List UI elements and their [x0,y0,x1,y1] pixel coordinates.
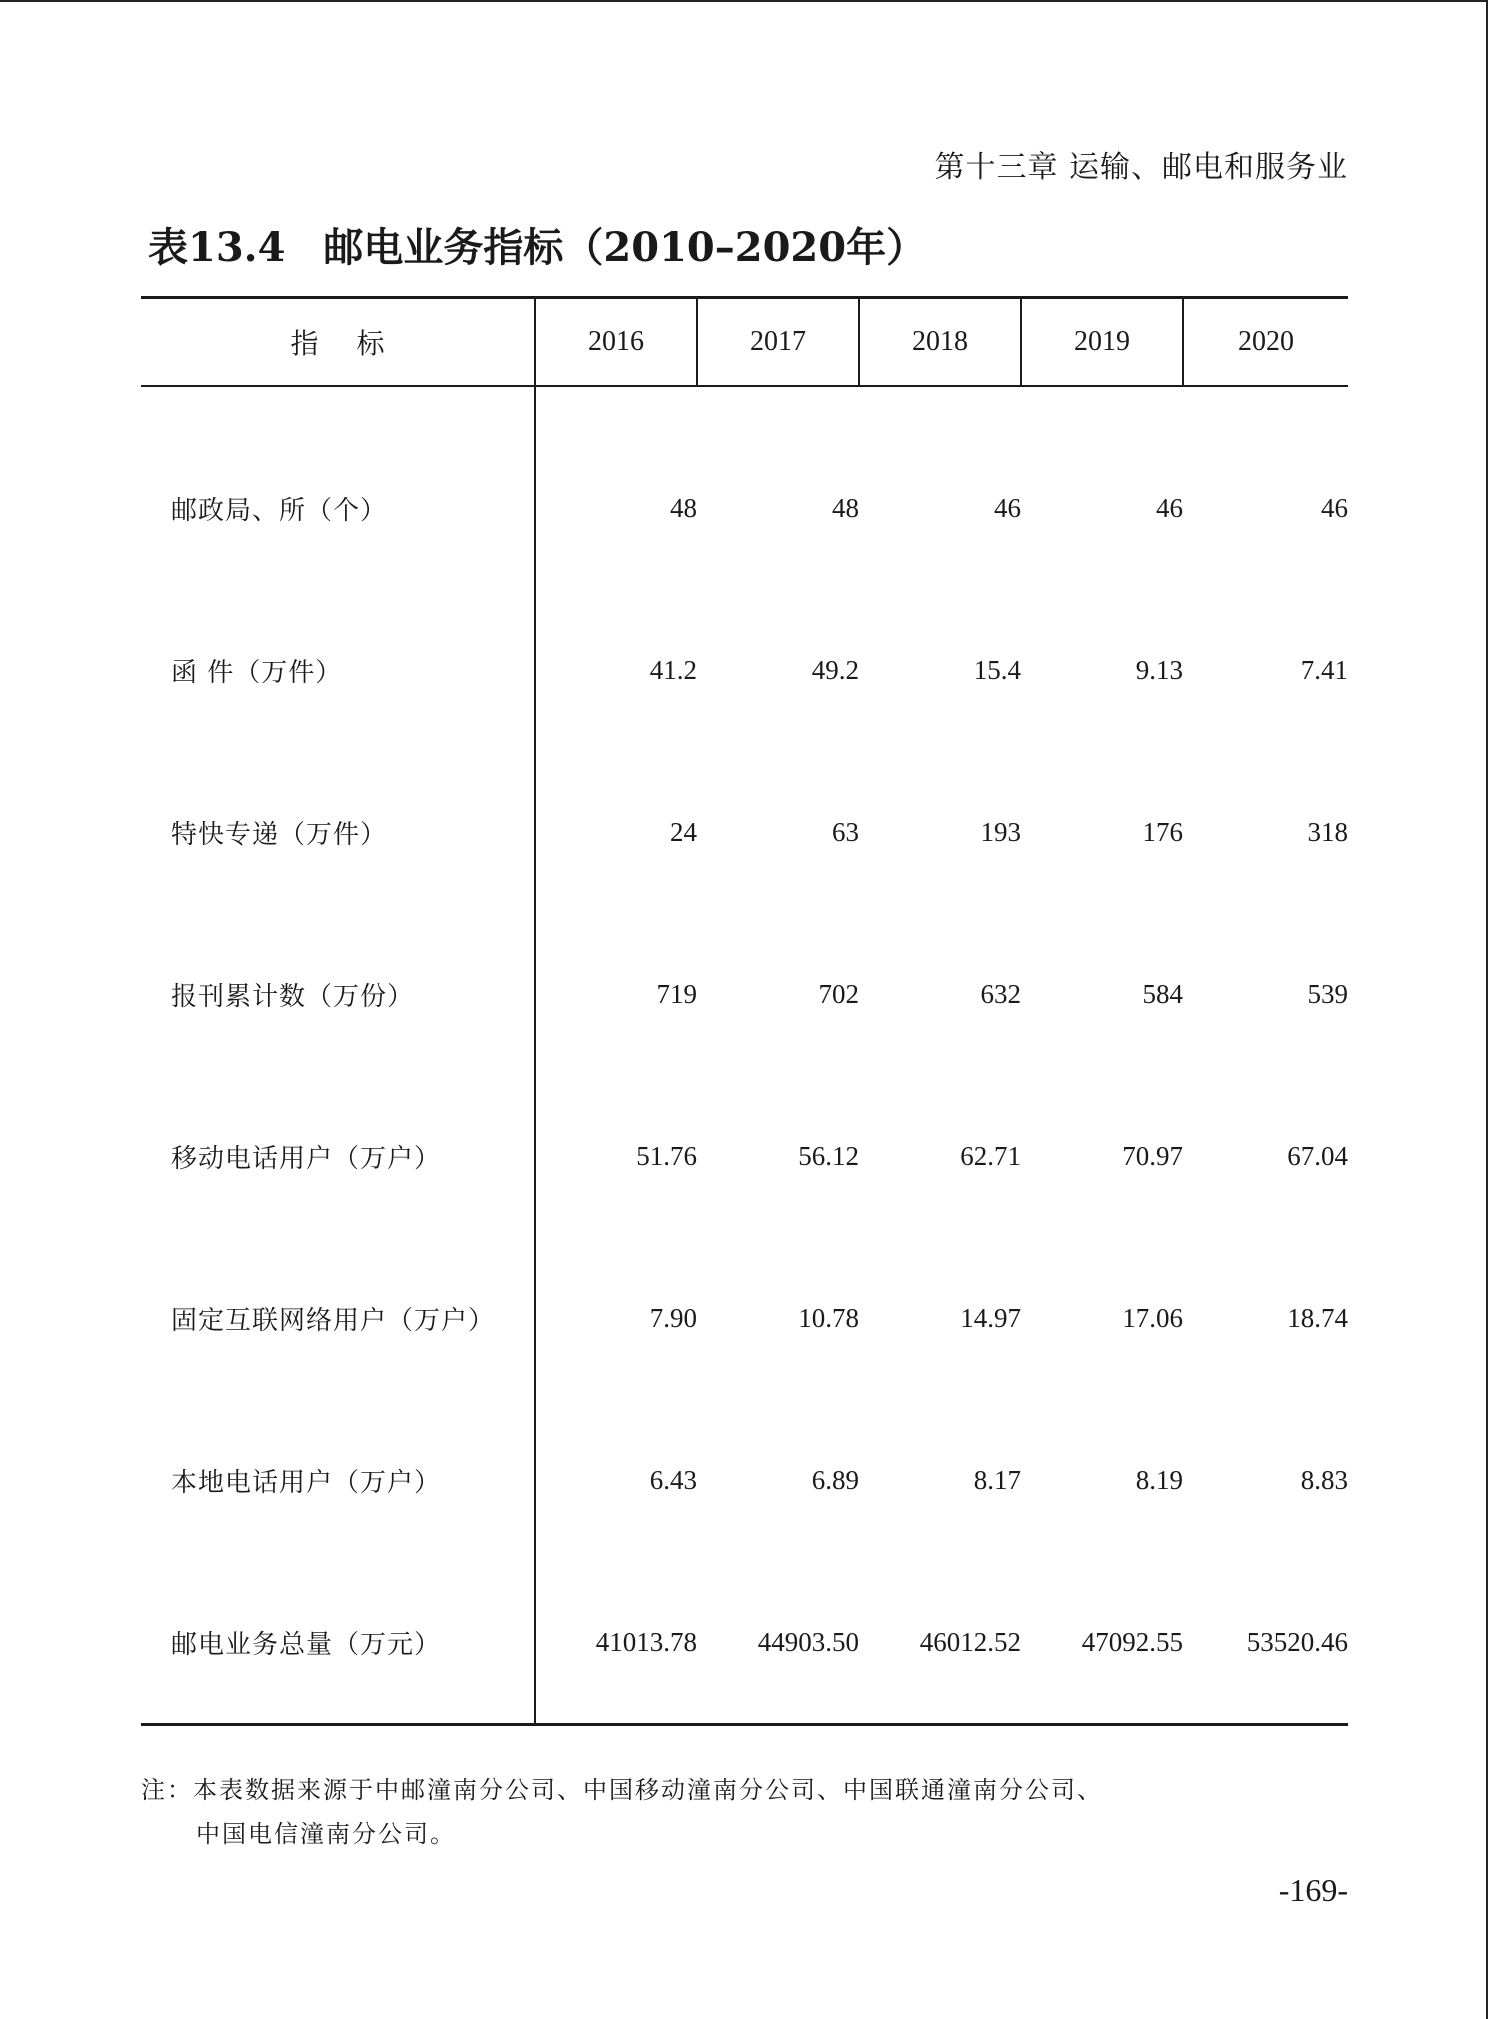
table-cell: 46 [1321,492,1348,523]
table-cell: 44903.50 [757,1626,859,1657]
table-cell: 46 [994,492,1021,523]
table-title [148,216,926,273]
table-cell: 7.90 [649,1302,697,1333]
table-cell: 193 [980,816,1021,847]
table-row [141,589,1348,751]
header-year: 2017 [697,298,859,387]
table-cell: 41.2 [649,654,697,685]
table-cell: 17.06 [1122,1302,1183,1333]
row-label: 报刊累计数（万份） [141,913,535,1075]
table-cell: 539 [1307,978,1348,1009]
table-cell: 48 [670,492,697,523]
table-cell: 584 [1142,978,1183,1009]
header-year: 2016 [535,298,697,387]
table-cell: 46012.52 [919,1626,1021,1657]
table-cell: 318 [1307,816,1348,847]
table-cell: 24 [670,816,697,847]
table-cell: 56.12 [798,1140,859,1171]
table-cell: 176 [1142,816,1183,847]
top-border [0,0,1488,2]
table-body [141,386,1348,1725]
row-label: 移动电话用户（万户） [141,1075,535,1237]
table-row [141,386,1348,589]
table-cell: 7.41 [1300,654,1348,685]
table-cell: 8.17 [973,1464,1021,1495]
table-title-text: 邮电业务指标（2010–2020年） [323,224,927,271]
table-header-row [141,298,1348,387]
data-table [141,296,1348,1726]
header-year: 2019 [1021,298,1183,387]
footnote [141,1768,1291,1856]
table-cell: 46 [1156,492,1183,523]
table-cell: 10.78 [798,1302,859,1333]
header-year: 2020 [1183,298,1348,387]
table-cell: 14.97 [960,1302,1021,1333]
table-cell: 8.83 [1300,1464,1348,1495]
row-label: 邮电业务总量（万元） [141,1561,535,1725]
table-cell: 62.71 [960,1140,1021,1171]
table-number: 表13.4 [148,224,286,271]
table-cell: 53520.46 [1246,1626,1348,1657]
table-cell: 47092.55 [1081,1626,1183,1657]
row-label: 特快专递（万件） [141,751,535,913]
table-cell: 632 [980,978,1021,1009]
page-number: -169- [1278,1872,1348,1908]
table-cell: 67.04 [1287,1140,1348,1171]
table-cell: 18.74 [1287,1302,1348,1333]
header-indicator: 指标 [290,327,423,360]
footnote-line: 中国电信潼南分公司。 [196,1820,456,1848]
table-cell: 51.76 [636,1140,697,1171]
table-cell: 15.4 [973,654,1021,685]
table-cell: 48 [832,492,859,523]
table-cell: 719 [656,978,697,1009]
table-row [141,1399,1348,1561]
table-row [141,1561,1348,1725]
table-cell: 9.13 [1135,654,1183,685]
table-row [141,1237,1348,1399]
table-cell: 41013.78 [595,1626,697,1657]
table-cell: 8.19 [1135,1464,1183,1495]
table-cell: 702 [818,978,859,1009]
header-year: 2018 [859,298,1021,387]
table-cell: 63 [832,816,859,847]
table-row [141,913,1348,1075]
row-label: 函 件（万件） [141,589,535,751]
chapter-header: 第十三章 运输、邮电和服务业 [934,150,1348,185]
row-label: 本地电话用户（万户） [141,1399,535,1561]
table-cell: 6.89 [811,1464,859,1495]
table-row [141,751,1348,913]
table-cell: 49.2 [811,654,859,685]
table-cell: 70.97 [1122,1140,1183,1171]
row-label: 邮政局、所（个） [141,386,535,589]
table-row [141,1075,1348,1237]
footnote-line: 注：本表数据来源于中邮潼南分公司、中国移动潼南分公司、中国联通潼南分公司、 [141,1776,1103,1804]
row-label: 固定互联网络用户（万户） [141,1237,535,1399]
table-cell: 6.43 [649,1464,697,1495]
